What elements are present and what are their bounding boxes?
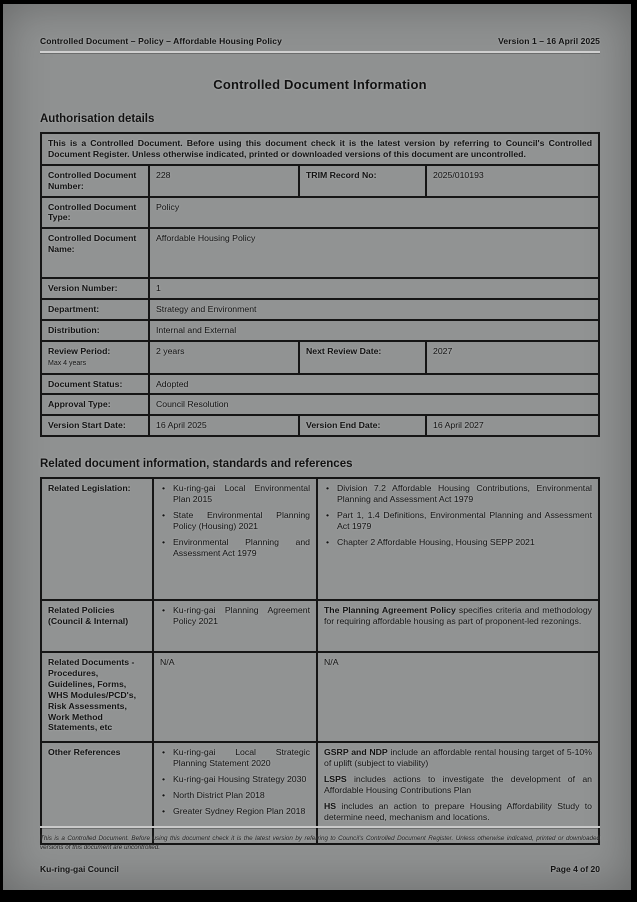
related-legislation-detail: [317, 478, 599, 600]
note-paragraph: [324, 605, 592, 627]
bullet-list: [160, 483, 310, 558]
header-right-text: Version 1 – 16 April 2025: [498, 36, 600, 46]
field-value: Internal and External: [149, 320, 599, 341]
related-documents-table: [40, 477, 600, 845]
field-value: Affordable Housing Policy: [149, 228, 599, 278]
field-sublabel: Max 4 years: [48, 359, 87, 367]
related-policies-list: [153, 600, 317, 652]
field-value: 1: [149, 278, 599, 299]
note-paragraph: [324, 747, 592, 769]
table-row: [41, 478, 599, 600]
note-text: specifies criteria and methodology for requiring affordable housing as part of proponent-led rezonings.: [324, 605, 593, 626]
page-footer: [40, 864, 600, 874]
bullet-list: [160, 605, 310, 627]
field-label: Next Review Date:: [299, 341, 426, 374]
field-value: 228: [149, 165, 299, 197]
field-label: Approval Type:: [41, 394, 149, 415]
note-text: includes actions to investigate the development of an Affordable Housing Contributions Plan: [324, 773, 592, 795]
field-label: Related Policies (Council & Internal): [41, 600, 153, 652]
field-label: Version Start Date:: [41, 415, 149, 436]
field-label: TRIM Record No:: [299, 165, 426, 197]
controlled-document-note: This is a Controlled Document. Before using this document check it is the latest version by referring to Council's Controlled Document Register. Unless otherwise indicated, printed or downloaded versions of this document are uncontrolled.: [41, 133, 599, 165]
authorisation-table: [40, 132, 600, 437]
header-left-text: Controlled Document – Policy – Affordable Housing Policy: [40, 36, 282, 46]
field-value: 16 April 2027: [426, 415, 599, 436]
field-label: Department:: [41, 299, 149, 320]
header-rule: [40, 51, 600, 53]
table-row: [41, 133, 599, 165]
footer-disclaimer: This is a Controlled Document. Before using this document check it is the latest version by referring to Council's Controlled Document Register. Unless otherwise indicated, printed or downloaded versions of this document are uncontrolled.: [40, 835, 600, 852]
section-heading-authorisation: Authorisation details: [40, 113, 155, 125]
note-lead: HS: [324, 800, 337, 811]
list-item: • Greater Sydney Region Plan 2018: [160, 806, 310, 817]
table-row: [41, 742, 599, 844]
list-item: • Environmental Planning and Assessment Act 1979: [160, 537, 310, 559]
table-row: [41, 341, 599, 374]
field-label: Other References: [41, 742, 153, 844]
table-row: [41, 299, 599, 320]
table-row: [41, 415, 599, 436]
note-lead: GSRP and NDP: [324, 747, 388, 758]
footer-page-number: Page 4 of 20: [550, 864, 600, 874]
section-heading-related: Related document information, standards and references: [40, 458, 353, 471]
list-item: • Ku-ring-gai Housing Strategy 2030: [160, 774, 310, 785]
list-item: • Division 7.2 Affordable Housing Contributions, Environmental Planning and Assessment Act 1979: [324, 483, 592, 505]
list-item: • Ku-ring-gai Local Environmental Plan 2015: [160, 483, 310, 505]
field-value: Strategy and Environment: [149, 299, 599, 320]
field-value: 2027: [426, 341, 599, 374]
list-item: • Chapter 2 Affordable Housing, Housing SEPP 2021: [324, 537, 592, 548]
table-row: [41, 278, 599, 299]
bullet-list: [324, 483, 592, 547]
table-row: [41, 165, 599, 197]
field-label: Controlled Document Name:: [41, 228, 149, 278]
field-label: [41, 341, 149, 374]
field-value: 2 years: [149, 341, 299, 374]
table-row: [41, 374, 599, 395]
field-value: Adopted: [149, 374, 599, 395]
field-label-text: Review Period:: [48, 345, 111, 356]
note-paragraph: [324, 774, 592, 796]
field-value: 2025/010193: [426, 165, 599, 197]
table-row: [41, 228, 599, 278]
field-value: 16 April 2025: [149, 415, 299, 436]
page-title: Controlled Document Information: [213, 77, 427, 92]
table-row: [41, 652, 599, 742]
list-item: • North District Plan 2018: [160, 790, 310, 801]
note-paragraph: [324, 801, 592, 823]
field-label: Controlled Document Type:: [41, 197, 149, 229]
field-label: Version End Date:: [299, 415, 426, 436]
field-label: Version Number:: [41, 278, 149, 299]
note-lead: The Planning Agreement Policy: [324, 605, 456, 616]
footer-council-name: Ku-ring-gai Council: [40, 864, 119, 874]
note-text: includes an action to prepare Housing Affordability Study to determine need, mechanism and locations.: [324, 800, 592, 822]
list-item: • Ku-ring-gai Planning Agreement Policy 2021: [160, 605, 310, 627]
field-label: Related Documents - Procedures, Guidelines, Forms, WHS Modules/PCD's, Risk Assessments, Work Method Statements, etc: [41, 652, 153, 742]
note-text: include an affordable rental housing target of 5-10% of uplift (subject to viability): [324, 747, 592, 768]
field-value: N/A: [317, 652, 599, 742]
field-label: Document Status:: [41, 374, 149, 395]
related-policies-note: [317, 600, 599, 652]
field-value: Policy: [149, 197, 599, 229]
page-header: [40, 36, 600, 46]
list-item: • Part 1, 1.4 Definitions, Environmental Planning and Assessment Act 1979: [324, 510, 592, 532]
table-row: [41, 197, 599, 229]
field-value: Council Resolution: [149, 394, 599, 415]
document-page: [3, 4, 631, 890]
other-references-notes: [317, 742, 599, 844]
table-row: [41, 394, 599, 415]
footer-rule: [40, 826, 600, 828]
note-lead: LSPS: [324, 773, 347, 784]
other-references-list: [153, 742, 317, 844]
list-item: • Ku-ring-gai Local Strategic Planning Statement 2020: [160, 747, 310, 769]
field-label: Controlled Document Number:: [41, 165, 149, 197]
field-value: N/A: [153, 652, 317, 742]
table-row: [41, 320, 599, 341]
list-item: • State Environmental Planning Policy (Housing) 2021: [160, 510, 310, 532]
bullet-list: [160, 747, 310, 816]
related-legislation-primary: [153, 478, 317, 600]
table-row: [41, 600, 599, 652]
field-label: Distribution:: [41, 320, 149, 341]
field-label: Related Legislation:: [41, 478, 153, 600]
